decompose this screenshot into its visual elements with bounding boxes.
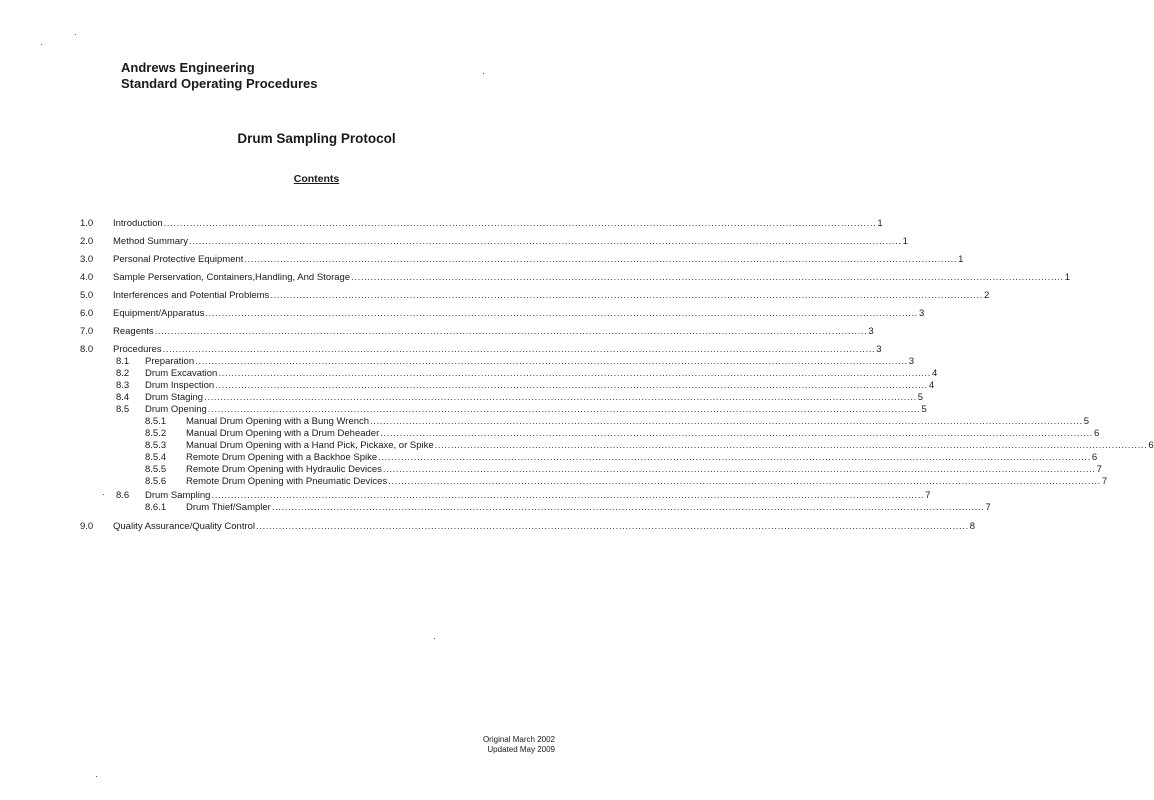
toc-dot-leader: ............................................................................................................................................................................................................................: [378, 452, 1091, 463]
toc-section-number: 8.3: [116, 380, 130, 391]
revision-footer: [483, 735, 555, 755]
toc-dot-leader: ............................................................................................................................................................................................................................: [256, 521, 969, 532]
toc-section-title: Remote Drum Opening with Hydraulic Devices: [186, 464, 382, 475]
toc-row[interactable]: [0, 326, 874, 338]
toc-page-number: 5: [917, 392, 924, 403]
toc-page-number: 1: [877, 218, 883, 229]
toc-page-number: 5: [921, 404, 927, 415]
toc-section-title: Drum Thief/Sampler: [186, 502, 271, 513]
scan-speck: [41, 44, 42, 45]
toc-page-number: 3: [868, 326, 874, 337]
toc-section-title: Preparation: [145, 356, 195, 367]
toc-section-number: 8.5.1: [145, 416, 167, 427]
toc-dot-leader: ............................................................................................................................................................................................................................: [270, 290, 983, 301]
toc-section-title: Manual Drum Opening with a Bung Wrench: [186, 416, 370, 427]
toc-dot-leader: ............................................................................................................................................................................................................................: [244, 254, 958, 265]
toc-section-title: Drum Sampling: [145, 490, 211, 501]
toc-page-number: 6: [1091, 452, 1098, 463]
toc-section-title: Manual Drum Opening with a Hand Pick, Pickaxe, or Spike: [186, 440, 434, 451]
toc-dot-leader: ............................................................................................................................................................................................................................: [382, 464, 1096, 475]
toc-section-title: Reagents: [113, 326, 154, 337]
toc-section-title: Drum Staging: [145, 392, 204, 403]
document-title: Drum Sampling Protocol: [237, 131, 396, 146]
toc-section-number: 4.0: [80, 272, 94, 283]
scan-speck: [483, 73, 484, 74]
toc-dot-leader: ............................................................................................................................................................................................................................: [205, 308, 919, 319]
toc-row[interactable]: [0, 344, 882, 356]
toc-section-title: Introduction: [113, 218, 163, 229]
toc-section-title: Sample Perservation, Containers,Handling, And Storage: [113, 272, 351, 283]
toc-dot-leader: ............................................................................................................................................................................................................................: [380, 428, 1093, 439]
toc-section-number: 8.5.3: [145, 440, 167, 451]
toc-section-number: 5.0: [80, 290, 94, 301]
toc-row[interactable]: [0, 521, 976, 533]
toc-page-number: 5: [1083, 416, 1090, 427]
toc-section-number: 8.2: [116, 368, 130, 379]
toc-row[interactable]: [0, 404, 927, 416]
toc-page-number: 1: [902, 236, 908, 247]
updated-date: Updated May 2009: [487, 745, 555, 754]
toc-section-number: 8.4: [116, 392, 130, 403]
toc-row[interactable]: [0, 368, 938, 380]
toc-page-number: 3: [919, 308, 925, 319]
toc-section-number: 8.5.5: [145, 464, 167, 475]
toc-row[interactable]: [0, 502, 991, 514]
toc-section-number: 8.0: [80, 344, 94, 355]
toc-section-number: 8.5.6: [145, 476, 167, 487]
toc-row[interactable]: [0, 254, 964, 266]
toc-row[interactable]: [0, 490, 931, 502]
scan-speck: [434, 638, 435, 639]
toc-row[interactable]: [0, 428, 1100, 440]
toc-section-number: 2.0: [80, 236, 94, 247]
original-date: Original March 2002: [482, 735, 555, 744]
toc-section-number: 1.0: [80, 218, 94, 229]
toc-page-number: 1: [1064, 272, 1071, 283]
toc-row[interactable]: [0, 464, 1102, 476]
toc-row[interactable]: [0, 476, 1108, 488]
toc-section-title: Manual Drum Opening with a Drum Deheader: [186, 428, 380, 439]
toc-page-number: 2: [983, 290, 990, 301]
document-subtitle: Standard Operating Procedures: [121, 76, 318, 91]
toc-section-title: Drum Opening: [145, 404, 207, 415]
document-header: [121, 60, 318, 92]
toc-section-number: 8.6.1: [145, 502, 167, 513]
toc-page-number: 6: [1093, 428, 1100, 439]
toc-section-title: Interferences and Potential Problems: [113, 290, 270, 301]
toc-section-number: 8.5.2: [145, 428, 167, 439]
toc-dot-leader: ............................................................................................................................................................................................................................: [188, 236, 902, 247]
toc-page-number: 7: [925, 490, 931, 501]
scan-speck: [103, 494, 104, 495]
company-name: Andrews Engineering: [121, 60, 255, 75]
toc-section-title: Remote Drum Opening with Pneumatic Devices: [186, 476, 388, 487]
toc-dot-leader: ............................................................................................................................................................................................................................: [204, 392, 917, 403]
toc-dot-leader: ............................................................................................................................................................................................................................: [351, 272, 1064, 283]
toc-page-number: 7: [1096, 464, 1102, 475]
toc-section-number: 6.0: [80, 308, 94, 319]
toc-page-number: 4: [928, 380, 935, 391]
toc-section-number: 7.0: [80, 326, 94, 337]
toc-section-number: 8.5.4: [145, 452, 167, 463]
toc-page-number: 6: [1148, 440, 1154, 451]
toc-dot-leader: ............................................................................................................................................................................................................................: [434, 440, 1148, 451]
toc-section-title: Quality Assurance/Quality Control: [113, 521, 256, 532]
toc-dot-leader: ............................................................................................................................................................................................................................: [218, 368, 932, 379]
toc-dot-leader: ............................................................................................................................................................................................................................: [211, 490, 925, 501]
toc-dot-leader: ............................................................................................................................................................................................................................: [370, 416, 1083, 427]
toc-dot-leader: ............................................................................................................................................................................................................................: [271, 502, 985, 513]
toc-dot-leader: ............................................................................................................................................................................................................................: [207, 404, 921, 415]
toc-section-title: Procedures: [113, 344, 162, 355]
toc-row[interactable]: [0, 356, 915, 368]
toc-section-number: 8.1: [116, 356, 130, 367]
toc-section-title: Method Summary: [113, 236, 188, 247]
toc-page-number: 7: [1101, 476, 1108, 487]
contents-heading: Contents: [293, 173, 340, 185]
toc-row[interactable]: [0, 392, 924, 404]
toc-page-number: 3: [876, 344, 882, 355]
toc-dot-leader: ............................................................................................................................................................................................................................: [195, 356, 908, 367]
toc-dot-leader: ............................................................................................................................................................................................................................: [154, 326, 868, 337]
toc-row[interactable]: [0, 290, 990, 302]
toc-row[interactable]: [0, 452, 1098, 464]
toc-section-title: Drum Inspection: [145, 380, 215, 391]
toc-section-number: 8.5: [116, 404, 130, 415]
toc-row[interactable]: [0, 272, 1071, 284]
toc-page-number: 8: [969, 521, 976, 532]
toc-dot-leader: ............................................................................................................................................................................................................................: [215, 380, 928, 391]
toc-dot-leader: ............................................................................................................................................................................................................................: [162, 344, 876, 355]
toc-page-number: 7: [985, 502, 991, 513]
toc-row[interactable]: [0, 380, 935, 392]
toc-section-title: Personal Protective Equipment: [113, 254, 244, 265]
toc-dot-leader: ............................................................................................................................................................................................................................: [163, 218, 877, 229]
toc-row[interactable]: [0, 308, 925, 320]
scan-speck: [75, 34, 76, 35]
toc-section-number: 9.0: [80, 521, 94, 532]
toc-row[interactable]: [0, 218, 883, 230]
toc-page-number: 4: [932, 368, 938, 379]
toc-page-number: 1: [958, 254, 964, 265]
toc-page-number: 3: [908, 356, 915, 367]
toc-dot-leader: ............................................................................................................................................................................................................................: [388, 476, 1101, 487]
toc-section-number: 8.6: [116, 490, 130, 501]
toc-row[interactable]: [0, 416, 1090, 428]
toc-section-title: Remote Drum Opening with a Backhoe Spike: [186, 452, 378, 463]
toc-section-number: 3.0: [80, 254, 94, 265]
toc-row[interactable]: [0, 440, 1154, 452]
toc-row[interactable]: [0, 236, 908, 248]
toc-section-title: Drum Excavation: [145, 368, 218, 379]
toc-section-title: Equipment/Apparatus: [113, 308, 205, 319]
scan-speck: [96, 776, 97, 777]
